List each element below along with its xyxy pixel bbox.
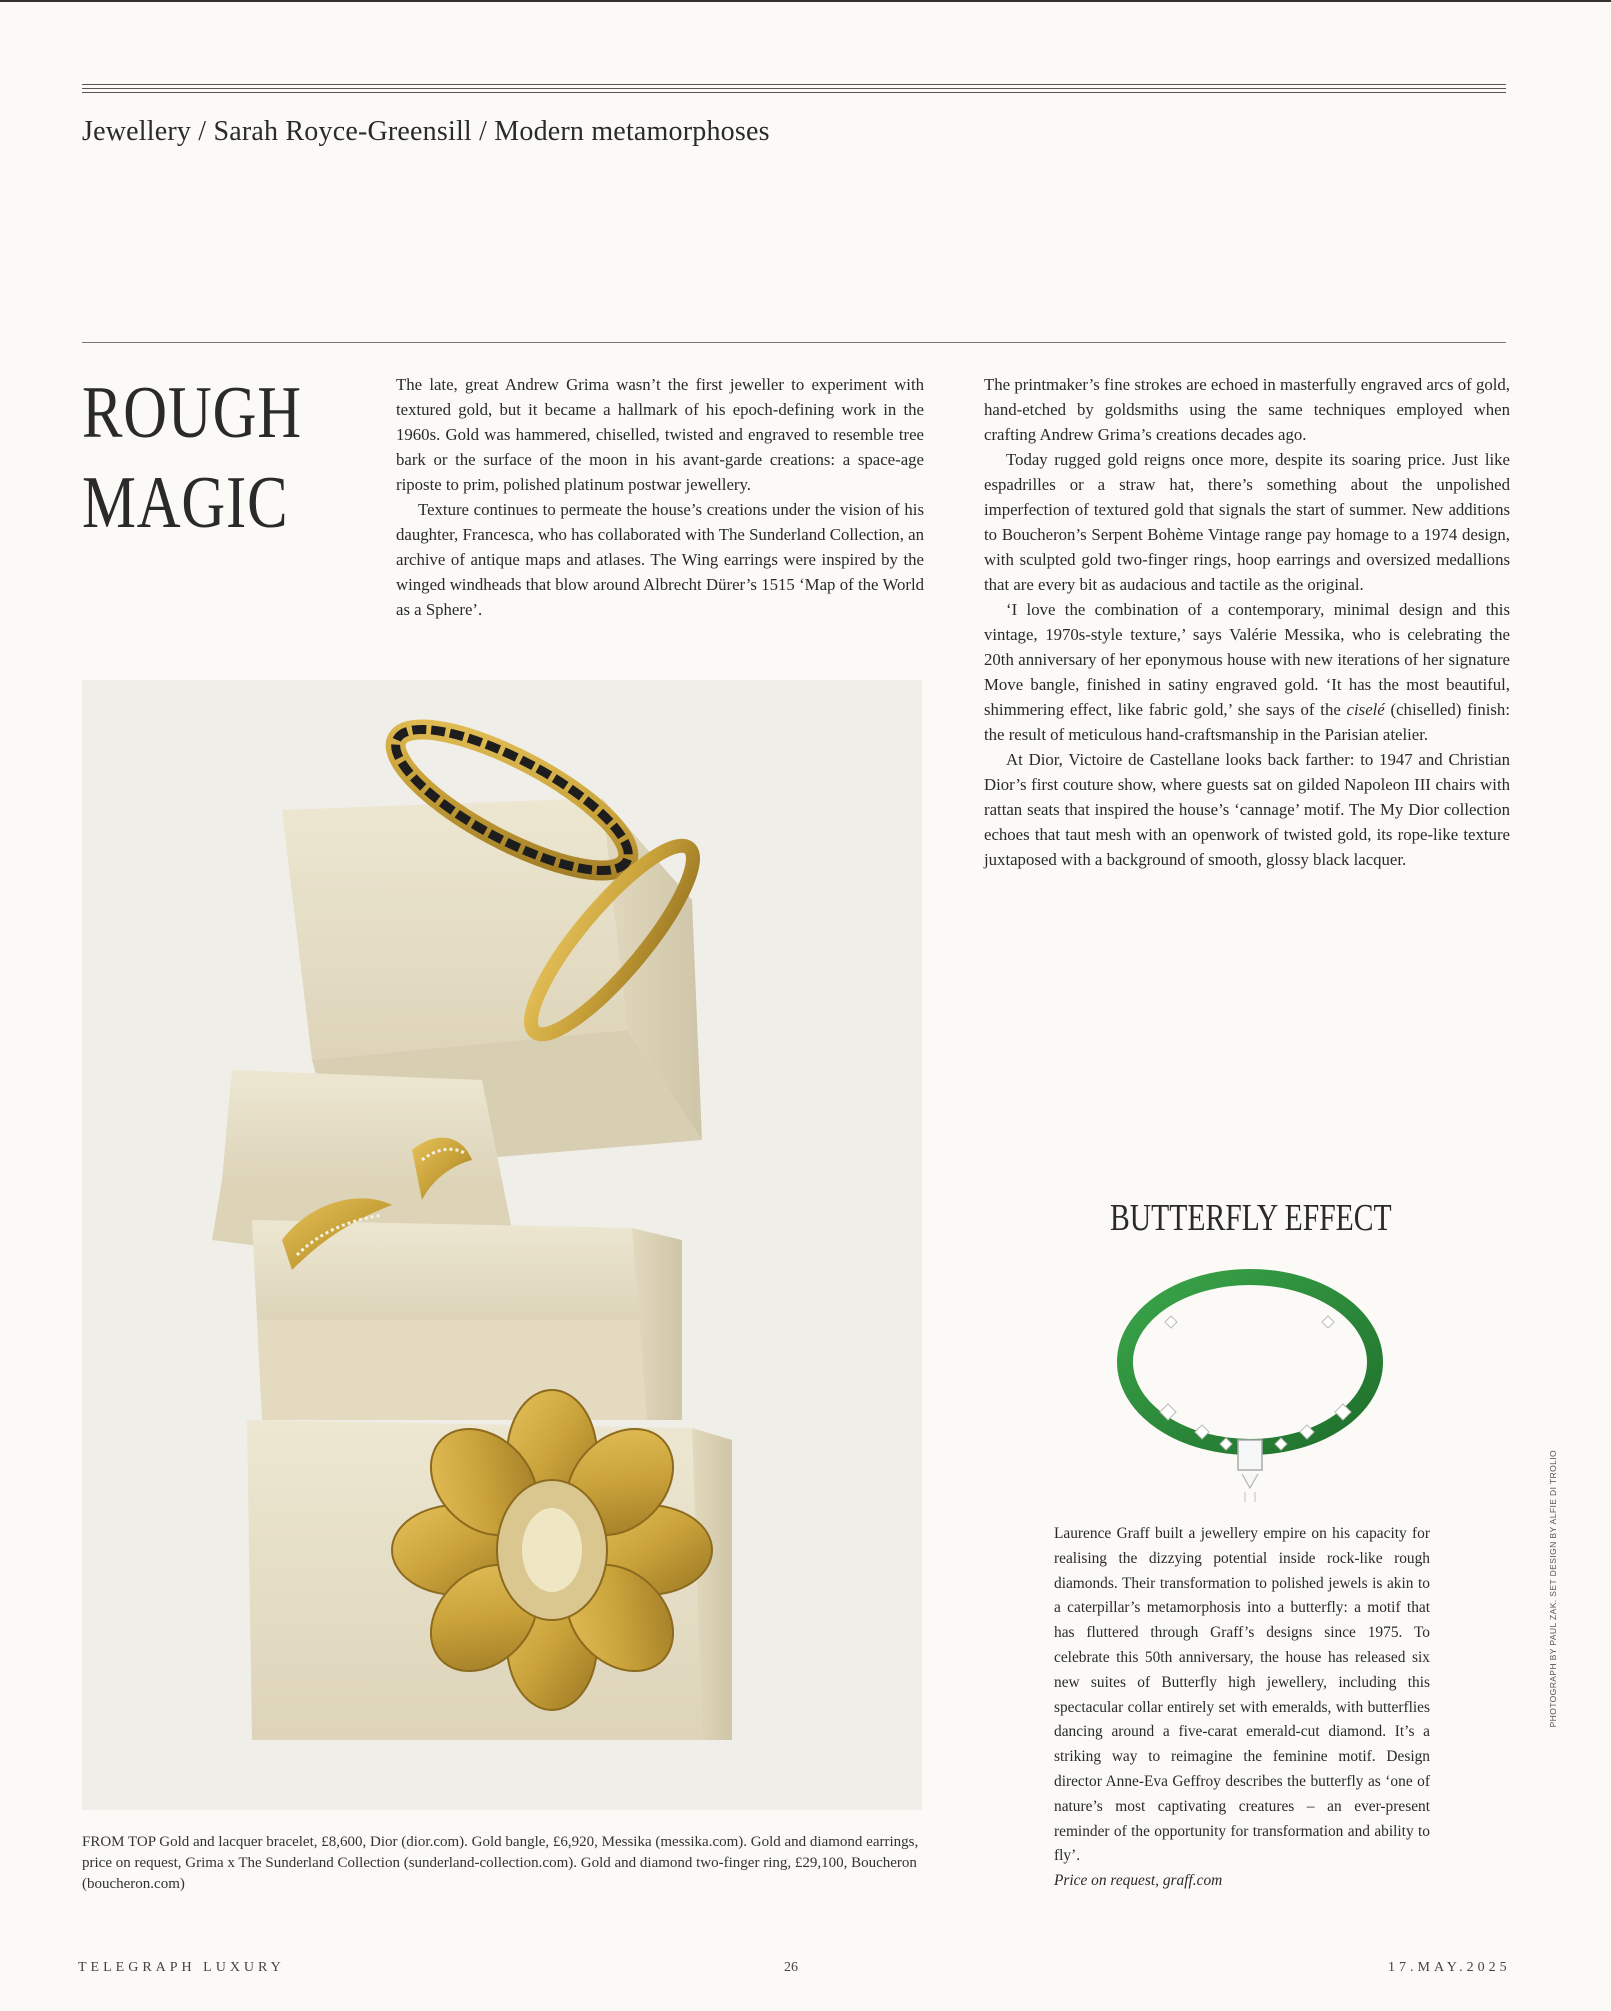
paragraph [984, 597, 1510, 747]
article-column-2 [984, 372, 1510, 872]
jewellery-photo-illustration [82, 680, 922, 1810]
sidebar-body: Laurence Graff built a jewellery empire on his capacity for realising the dizzying potential inside rock-like rough diamonds. Their transformation to polished jewels is akin to a caterpillar’s metamorphosis into a butterfly: a motif that has fluttered through Graff’s designs since 1975. To celebrate this 50th anniversary, the house has released six new suites of Butterfly high jewellery, including this spectacular collar entirely set with emeralds, with butterflies dancing around a five-carat emerald-cut diamond. It’s a striking way to reimagine the feminine motif. Design director Anne-Eva Geffroy describes the butterfly as ‘one of nature’s most captivating creatures – an ever-present reminder of the opportunity for transformation and ability to fly’. [1054, 1525, 1430, 1865]
italic-term: ciselé [1346, 700, 1385, 719]
paragraph: The late, great Andrew Grima wasn’t the first jeweller to experiment with textured gold, but it became a hallmark of his epoch-defining work in the 1960s. Gold was hammered, chiselled, twisted and engraved to resemble tree bark or the surface of the moon in his avant-garde creations: a space-age riposte to prim, polished platinum postwar jewellery. [396, 375, 924, 494]
jewellery-photo [82, 680, 922, 1810]
photo-caption: FROM TOP Gold and lacquer bracelet, £8,600, Dior (dior.com). Gold bangle, £6,920, Messika (messika.com). Gold and diamond earrings, price on request, Grima x The Sunderland Collection (sunderland-collection.com). Gold and diamond two-finger ring, £29,100, Boucheron (boucheron.com) [82, 1834, 919, 1892]
paragraph: Today rugged gold reigns once more, despite its soaring price. Just like espadrilles or a straw hat, there’s something about the unpolished imperfection of textured gold that signals the start of summer. New additions to Boucheron’s Serpent Bohème Vintage range pay homage to a 1974 design, with sculpted gold two-finger rings, hoop earrings and oversized medallions that are every bit as audacious and tactile as the original. [984, 450, 1510, 594]
publication-name: TELEGRAPH LUXURY [78, 1960, 285, 1975]
emerald-necklace-image [1100, 1262, 1400, 1512]
issue-date: 17.MAY.2025 [1388, 1960, 1511, 1975]
headline-line-2: MAGIC [82, 462, 289, 544]
top-border [0, 0, 1611, 2]
paragraph-text: (chiselled) finish: the result of meticulous hand-craftsmanship in the Parisian atelier. [984, 700, 1510, 744]
paragraph: Texture continues to permeate the house’s creations under the vision of his daughter, Francesca, who has collaborated with The Sunderland Collection, an archive of antique maps and atlases. The Wing earrings were inspired by the winged windheads that blow around Albrecht Dürer’s 1515 ‘Map of the World as a Sphere’. [396, 500, 924, 619]
sidebar-price: Price on request, graff.com [1054, 1872, 1223, 1889]
sidebar-title: BUTTERFLY EFFECT [1110, 1197, 1392, 1239]
article-headline [82, 368, 302, 548]
breadcrumb: Jewellery / Sarah Royce-Greensill / Modern metamorphoses [82, 116, 770, 147]
header-rules [82, 84, 1506, 96]
photo-credit: PHOTOGRAPH BY PAUL ZAK. SET DESIGN BY ALFIE DI TROLIO [1548, 1450, 1558, 1728]
headline-line-1: ROUGH [82, 372, 302, 454]
page-number: 26 [784, 1960, 798, 1975]
article-column-1 [396, 372, 924, 622]
section-divider [82, 342, 1506, 343]
paragraph: At Dior, Victoire de Castellane looks back farther: to 1947 and Christian Dior’s first couture show, where guests sat on gilded Napoleon III chairs with rattan seats that inspired the house’s ‘cannage’ motif. The My Dior collection echoes that taut mesh with an openwork of twisted gold, its rope-like texture juxtaposed with a background of smooth, glossy black lacquer. [984, 750, 1510, 869]
paragraph-text: ‘I love the combination of a contemporary, minimal design and this vintage, 1970s-style texture,’ says Valérie Messika, who is celebrating the 20th anniversary of her eponymous house with new iterations of her signature Move bangle, finished in satiny engraved gold. ‘It has the most beautiful, shimmering effect, like fabric gold,’ she says of the [984, 600, 1510, 719]
paragraph: The printmaker’s fine strokes are echoed in masterfully engraved arcs of gold, hand-etched by goldsmiths using the same techniques employed when crafting Andrew Grima’s creations decades ago. [984, 375, 1510, 444]
